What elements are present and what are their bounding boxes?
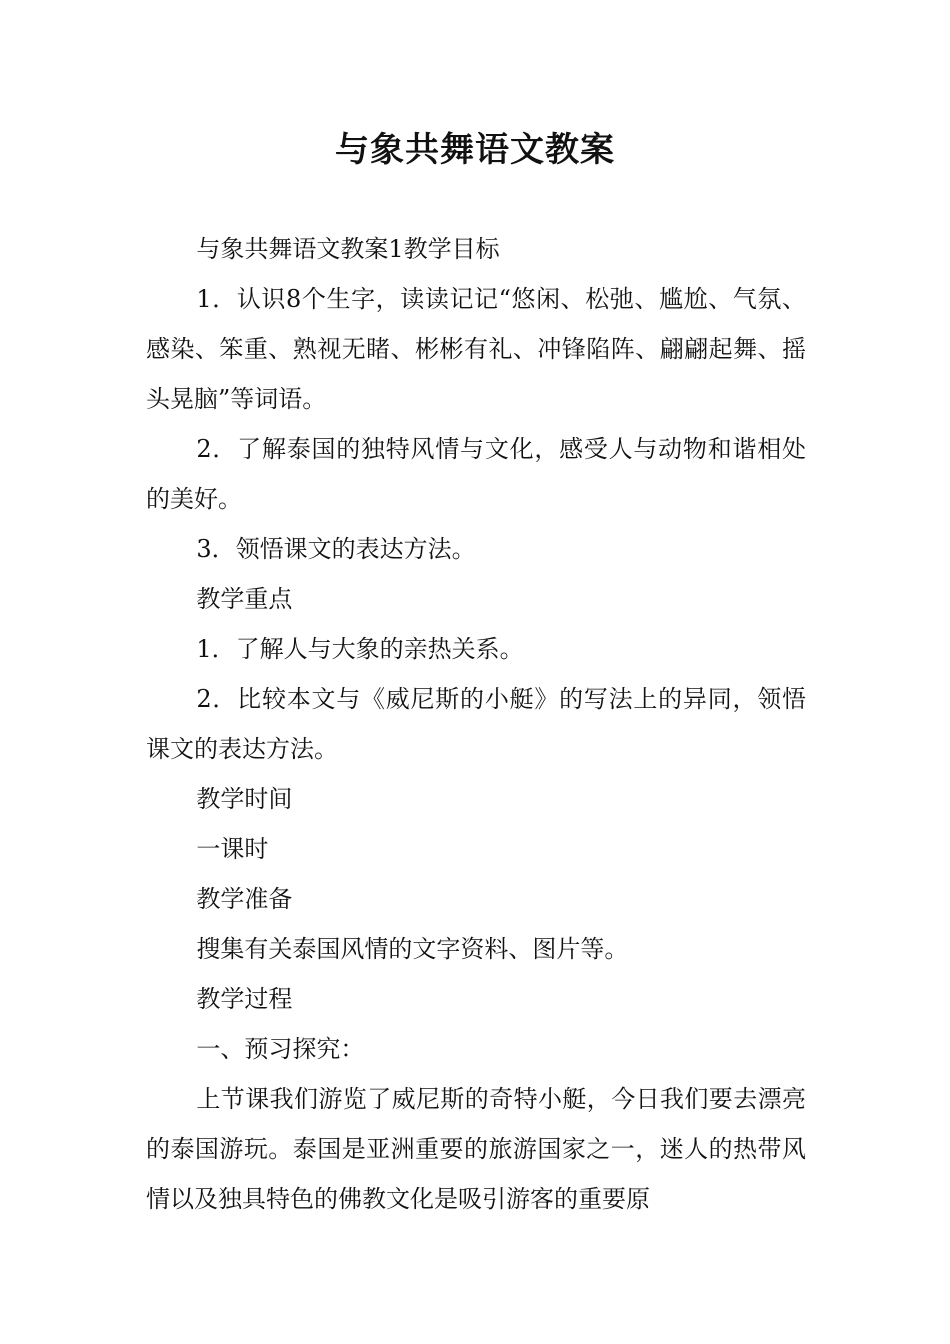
paragraph-step-1-heading: 一、预习探究：: [196, 1035, 365, 1063]
paragraph-heading-key-points: 教学重点: [196, 585, 293, 613]
paragraph-heading-preparation: 教学准备: [196, 885, 293, 913]
paragraph-step-1-text: 上节课我们游览了威尼斯的奇特小艇，今日我们要去漂亮的泰国游玩。泰国是亚洲重要的旅游国家之一，迷人的热带风情以及独具特色的佛教文化是吸引游客的重要原: [146, 1085, 806, 1213]
paragraph-preparation-value: 搜集有关泰国风情的文字资料、图片等。: [196, 935, 629, 963]
paragraph-key-point-1: 1．了解人与大象的亲热关系。: [196, 635, 524, 663]
document-body: [146, 224, 806, 1224]
paragraph-goal-1: 1．认识8个生字，读读记记“悠闲、松弛、尴尬、气氛、感染、笨重、熟视无睹、彬彬有礼、冲锋陷阵、翩翩起舞、摇头晃脑”等词语。: [146, 285, 806, 413]
paragraph-heading-time: 教学时间: [196, 785, 293, 813]
paragraph-key-point-2: 2．比较本文与《威尼斯的小艇》的写法上的异同，领悟课文的表达方法。: [146, 685, 806, 763]
paragraph-time-value: 一课时: [196, 835, 269, 863]
paragraph-goal-2: 2．了解泰国的独特风情与文化，感受人与动物和谐相处的美好。: [146, 435, 806, 513]
paragraph-goal-3: 3．领悟课文的表达方法。: [196, 535, 476, 563]
paragraph-heading-goals: 与象共舞语文教案1教学目标: [196, 235, 500, 263]
paragraph-heading-process: 教学过程: [196, 985, 293, 1013]
document-title: 与象共舞语文教案: [335, 130, 615, 170]
